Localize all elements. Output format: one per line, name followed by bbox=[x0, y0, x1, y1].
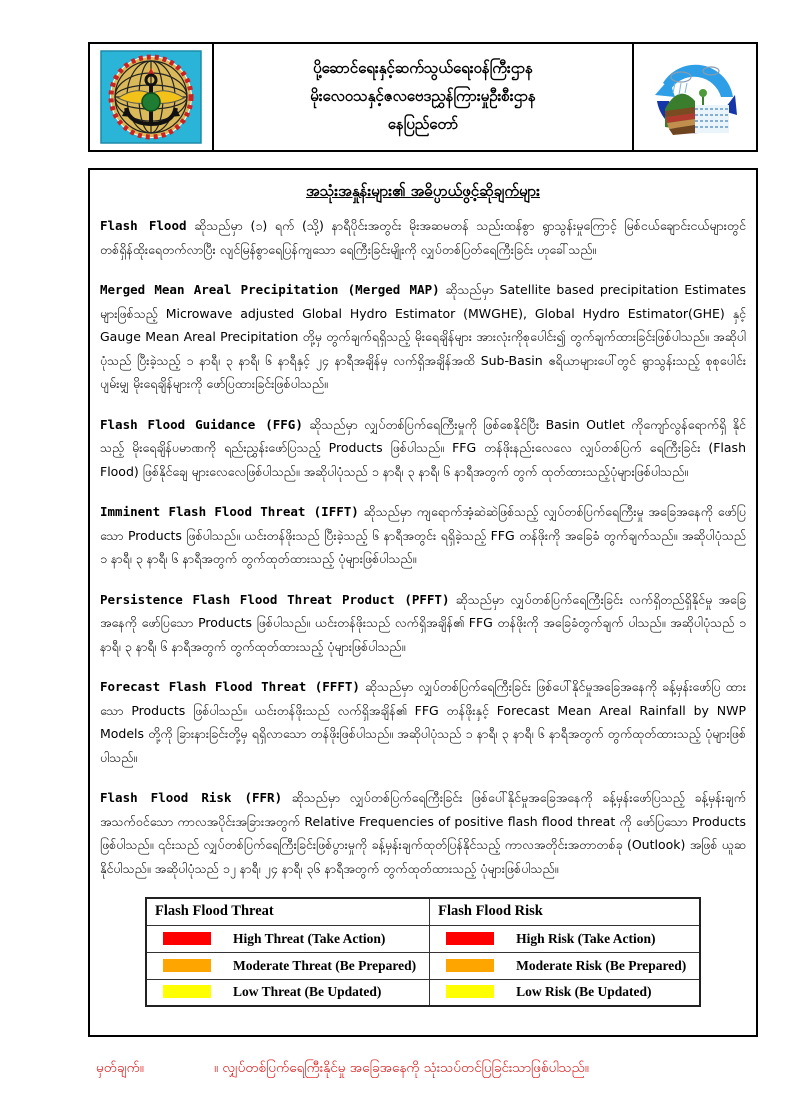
definition-ffr bbox=[100, 786, 746, 880]
letterhead bbox=[88, 42, 758, 152]
hydrology-logo-cell bbox=[632, 42, 758, 152]
term-ifft: Imminent Flash Flood Threat (IFFT) bbox=[100, 504, 359, 519]
low-threat-label: Low Threat (Be Updated) bbox=[233, 984, 382, 1000]
legend-header-row bbox=[146, 898, 700, 925]
definitions-section bbox=[88, 168, 758, 1037]
footnote-text: ။ လျှပ်တစ်ပြက်ရေကြီးနိုင်မှု အခြေအနေကို သုံးသပ်တင်ပြခြင်းသာဖြစ်ပါသည်။ bbox=[214, 1060, 589, 1076]
moderate-risk-color-swatch bbox=[446, 959, 494, 972]
high-risk-label: High Risk (Take Action) bbox=[516, 930, 656, 946]
ministry-logo-cell bbox=[88, 42, 214, 152]
definition-text: ဆိုသည်မှာ လျှပ်တစ်ပြက်ရေကြီးမှုကို ဖြစ်စေနိုင်ပြီး Basin Outlet ကိုကျော်လွန်ရောက်ရှိ နိုင်သည့် မိုးရေချိန်ပမာဏကို ရည်းညွှန်းဖော်ပြသည့် Products ဖြစ်ပါသည်။ FFG တန်ဖိုးနည်းလေလေ လျှပ်တစ်ပြက် ရေကြီးခြင်း (Flash Flood) ဖြစ်နိုင်ချေ များလေလေဖြစ်ပါသည်။ အဆိုပါပုံသည် ၁ နာရီ၊ ၃ နာရီ၊ ၆ နာရီအတွက် တွက် ထုတ်ထားသည့်ပုံများဖြစ်ပါသည်။ bbox=[100, 416, 746, 479]
legend-row-low bbox=[146, 979, 700, 1006]
definition-flash-flood bbox=[100, 214, 746, 261]
legend-row-moderate bbox=[146, 952, 700, 979]
low-risk-label: Low Risk (Be Updated) bbox=[516, 984, 652, 1000]
low-threat-color-swatch bbox=[163, 985, 211, 998]
low-risk-color-swatch bbox=[446, 985, 494, 998]
footnote bbox=[96, 1058, 736, 1080]
definition-text: ဆိုသည်မှာ Satellite based precipitation Estimates များဖြစ်သည့် Microwave adjusted Global Hydro Estimator (MWGHE), Global Hydro Estimator(GHE) နှင့် Gauge Mean Areal Precipitation တို့မှ တွက်ချက်ရရှိသည့် မိုးရေချိန်များ အားလုံးကိုစုပေါင်း၍ တွက်ချက်ထားခြင်းဖြစ်ပါသည်။ အဆိုပါ ပုံသည် ပြီးခဲ့သည့် ၁ နာရီ၊ ၃ နာရီ၊ ၆ နာရီနှင့် ၂၄ နာရီအချိန်မှ လက်ရှိအချိန်အထိ Sub-Basin ဧရိယာများပေါ်တွင် ရွာသွန်းသည့် စုစုပေါင်း ပျမ်းမျှ မိုးရေချိန်များကို ဖော်ပြထားခြင်းဖြစ်ပါသည်။ bbox=[100, 282, 746, 391]
moderate-threat-label: Moderate Threat (Be Prepared) bbox=[233, 957, 417, 973]
high-threat-label: High Threat (Take Action) bbox=[233, 930, 386, 946]
term-flash-flood: Flash Flood bbox=[100, 218, 187, 233]
definition-ifft bbox=[100, 500, 746, 571]
ministry-name: ပို့ဆောင်ရေးနှင့်ဆက်သွယ်ရေးဝန်ကြီးဌာန bbox=[313, 59, 533, 78]
water-cycle-emblem-icon bbox=[641, 49, 749, 145]
document-title: အသုံးအနှုန်းများ၏ အဓိပ္ပာယ်ဖွင့်ဆိုချက်များ bbox=[306, 182, 540, 200]
definition-ffg bbox=[100, 413, 746, 484]
footnote-label: မှတ်ချက်။ bbox=[96, 1060, 144, 1076]
term-ffg: Flash Flood Guidance (FFG) bbox=[100, 416, 303, 432]
high-risk-color-swatch bbox=[446, 932, 494, 945]
definition-text: ဆိုသည်မှာ (၁) ရက် (သို့) နာရီပိုင်းအတွင်း မိုးအဆမတန် သည်းထန်စွာ ရွာသွန်းမှုကြောင့် မြစ်ငယ်ချောင်းငယ်များတွင် တစ်ရှိန်ထိုးရေတက်လာပြီး လျင်မြန်စွာရေပြန်ကျသော ရေကြီးခြင်းမျိုးကို လျှပ်တစ်ပြတ်ရေကြီးခြင်း ဟုခေါ်သည်။ bbox=[100, 218, 746, 257]
term-merged-map: Merged Mean Areal Precipitation (Merged MAP) bbox=[100, 282, 440, 297]
threat-risk-legend-table bbox=[145, 897, 701, 1007]
term-pfft: Persistence Flash Flood Threat Product (PFFT) bbox=[100, 591, 450, 607]
location-name: နေပြည်တော် bbox=[387, 114, 459, 133]
legend-header-risk: Flash Flood Risk bbox=[430, 898, 700, 925]
moderate-risk-label: Moderate Risk (Be Prepared) bbox=[516, 957, 687, 973]
high-threat-color-swatch bbox=[163, 932, 211, 945]
letterhead-titles bbox=[212, 42, 634, 152]
definition-text: ဆိုသည်မှာ ကျရောက်အံ့ဆဲဆဲဖြစ်သည့် လျှပ်တစ်ပြက်ရေကြီးမှု အခြေအနေကို ဖော်ပြသော Products ဖြစ်ပါသည်။ ယင်းတန်ဖိုးသည် ပြီးခဲ့သည့် ၆ နာရီအတွင်း ရရှိခဲ့သည့် FFG တန်ဖိုးကို အခြေခံ တွက်ချက်သည်။ အဆိုပါပုံသည် ၁ နာရီ၊ ၃ နာရီ၊ ၆ နာရီအတွက် တွက်ထုတ်ထားသည့် ပုံများဖြစ်ပါသည်။ bbox=[100, 504, 746, 566]
definition-merged-map bbox=[100, 278, 746, 396]
term-ffr: Flash Flood Risk (FFR) bbox=[100, 790, 283, 805]
definition-text: ဆိုသည်မှာ လျှပ်တစ်ပြက်ရေကြီးခြင်း ဖြစ်ပေါ်နိုင်မှုအခြေအနေကို ခန့်မှန်းဖော်ပြသည့် ခန့်မှန်းချက် အသက်ဝင်သော ကာလအပိုင်းအခြားအတွက် Relative Frequencies of positive flash flood threat ကို ဖော်ပြသော Products ဖြစ်ပါသည်။ ၎င်းသည် လျှပ်တစ်ပြက်ရေကြီးခြင်းဖြစ်ပွားမှုကို ခန့်မှန်းချက်ထုတ်ပြန်နိုင်သည့် ကာလအတိုင်းအတာတစ်ခု (Outlook) အဖြစ် ယူဆနိုင်ပါသည်။ အဆိုပါပုံသည် ၁၂ နာရီ၊ ၂၄ နာရီ၊ ၃၆ နာရီအတွက် တွက်ထုတ်ထားသည့် ပုံများဖြစ်ပါသည်။ bbox=[100, 790, 746, 876]
term-ffft: Forecast Flash Flood Threat (FFFT) bbox=[100, 679, 360, 694]
department-name: မိုးလေဝသနှင့်ဇလဗေဒညွှန်ကြားမှုဦးစီးဌာန bbox=[310, 87, 536, 106]
anchor-globe-emblem-icon bbox=[98, 50, 204, 144]
definition-ffft bbox=[100, 675, 746, 769]
moderate-threat-color-swatch bbox=[163, 959, 211, 972]
definition-text: ဆိုသည်မှာ လျှပ်တစ်ပြက်ရေကြီးခြင်း ဖြစ်ပေါ်နိုင်မှုအခြေအနေကို ခန့်မှန်းဖော်ပြ ထားသော Products ဖြစ်ပါသည်။ ယင်းတန်ဖိုးသည် လက်ရှိအချိန်၏ FFG တန်ဖိုးနှင့် Forecast Mean Areal Rainfall by NWP Models တို့ကို ခြားနားခြင်းတို့မှ ရရှိလာသော တန်ဖိုးဖြစ်ပါသည်။ အဆိုပါပုံသည် ၁ နာရီ၊ ၃ နာရီ၊ ၆ နာရီအတွက် တွက်ထုတ်ထားသည့် ပုံများဖြစ်ပါသည်။ bbox=[100, 679, 746, 765]
legend-row-high bbox=[146, 925, 700, 952]
legend-header-threat: Flash Flood Threat bbox=[146, 898, 430, 925]
definition-pfft bbox=[100, 588, 746, 659]
definition-text: ဆိုသည်မှာ လျှပ်တစ်ပြက်ရေကြီးခြင်း လက်ရှိတည်ရှိနိုင်မှု အခြေ အနေကို ဖော်ပြသော Products ဖြစ်ပါသည်။ ယင်းတန်ဖိုးသည် လက်ရှိအချိန်၏ FFG တန်ဖိုးကို အခြေခံတွက်ချက် ပါသည်။ အဆိုပါပုံသည် ၁ နာရီ၊ ၃ နာရီ၊ ၆ နာရီအတွက် တွက်ထုတ်ထားသည့် ပုံများဖြစ်ပါသည်။ bbox=[100, 591, 747, 654]
